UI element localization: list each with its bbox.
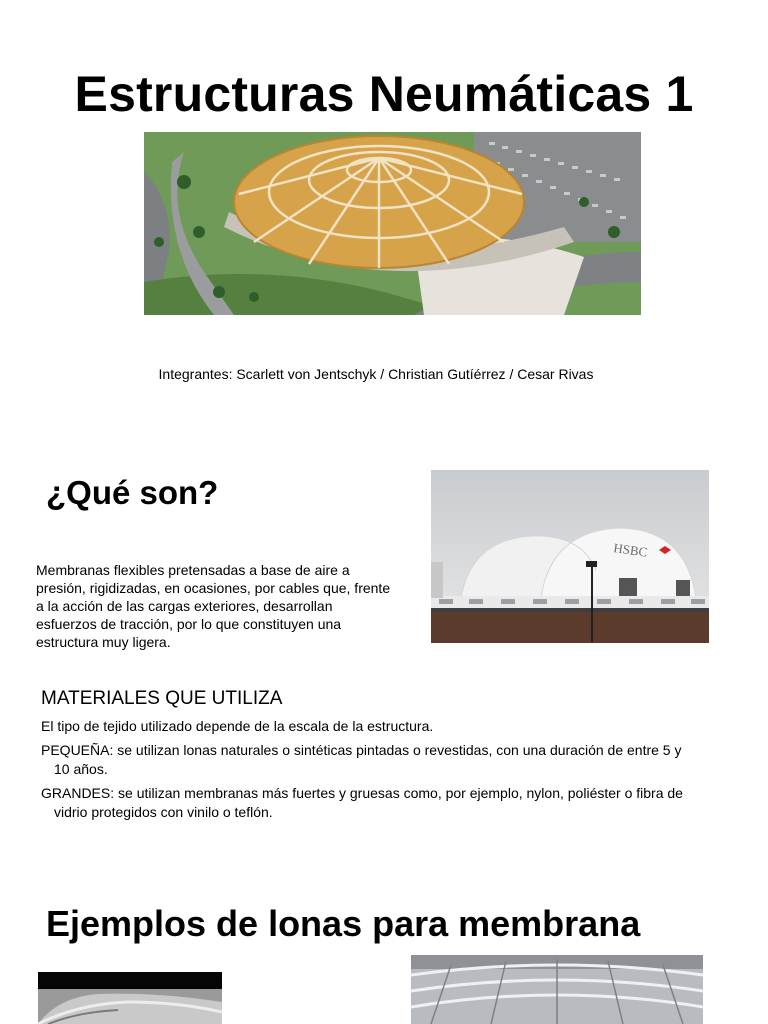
authors-line: Integrantes: Scarlett von Jentschyk / Christian Gutíérrez / Cesar Rivas bbox=[158, 366, 594, 382]
materials-heading: MATERIALES QUE UTILIZA bbox=[41, 688, 283, 709]
membrane-example-photo-1 bbox=[38, 972, 222, 1024]
membrane-example-photo-2 bbox=[411, 955, 703, 1024]
materials-paragraph-3: GRANDES: se utilizan membranas más fuertes y gruesas como, por ejemplo, nylon, poliéster o fibra de vidrio protegidos con vinilo o teflón. bbox=[41, 785, 683, 820]
section-heading-que-son: ¿Qué son? bbox=[46, 474, 219, 511]
materials-paragraph-1: El tipo de tejido utilizado depende de la escala de la estructura. bbox=[41, 718, 434, 734]
hsbc-inflatable-photo bbox=[431, 470, 709, 643]
definition-paragraph: Membranas flexibles pretensadas a base de aire a presión, rigidizadas, en ocasiones, por cables que, frente a la acción de las cargas exteriores, desarrollan esfuerzos de tracción, por lo que constituyen una estructura muy ligera. bbox=[36, 562, 391, 650]
materials-paragraph-2: PEQUEÑA: se utilizan lonas naturales o sintéticas pintadas o revestidas, con una duración de entre 5 y 10 años. bbox=[41, 742, 682, 777]
aerial-dome-photo bbox=[144, 132, 641, 315]
examples-heading: Ejemplos de lonas para membrana bbox=[46, 903, 641, 944]
page-title: Estructuras Neumáticas 1 bbox=[74, 66, 694, 122]
hsbc-sign-text: HSBC bbox=[612, 540, 649, 560]
